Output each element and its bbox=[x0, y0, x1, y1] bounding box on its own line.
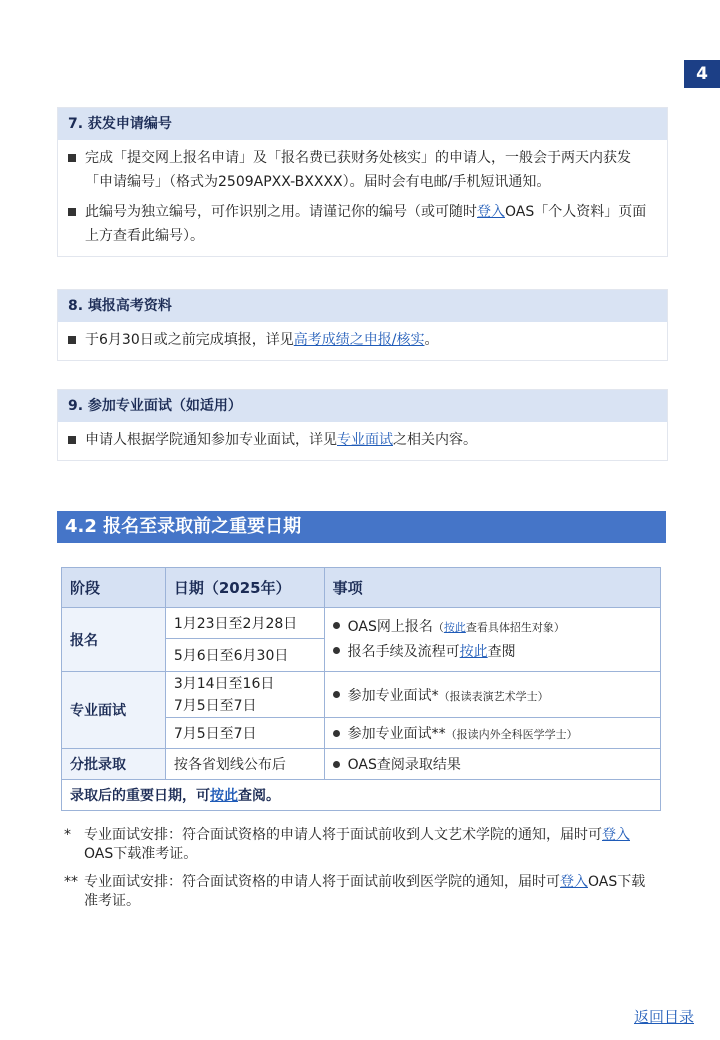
text: OAS下载准考证。 bbox=[84, 874, 646, 909]
page-number-badge: 4 bbox=[684, 60, 720, 88]
table-row bbox=[62, 749, 661, 780]
stage-admission: 分批录取 bbox=[62, 749, 166, 780]
table-row bbox=[62, 608, 661, 639]
text: （报读表演艺术学士） bbox=[438, 689, 549, 703]
stage-interview: 专业面试 bbox=[62, 672, 166, 749]
footnote-2 bbox=[64, 873, 654, 911]
date-cell: 按各省划线公布后 bbox=[165, 749, 324, 780]
date-cell: 5月6日至6月30日 bbox=[165, 639, 324, 672]
back-to-contents-link[interactable]: 返回目录 bbox=[633, 1008, 694, 1026]
header-stage: 阶段 bbox=[62, 568, 166, 608]
footnote-mark: ** bbox=[64, 874, 78, 890]
text: 参加专业面试** bbox=[347, 726, 446, 742]
section-8-bullet-1 bbox=[68, 328, 653, 352]
item-cell bbox=[324, 608, 660, 672]
enrollment-target-link[interactable]: 按此 bbox=[443, 620, 466, 634]
text: 此编号为独立编号，可作识别之用。请谨记你的编号（或可随时 bbox=[85, 204, 477, 220]
text: 之相关内容。 bbox=[393, 432, 477, 448]
text: 录取后的重要日期，可 bbox=[70, 788, 210, 804]
login-link[interactable]: 登入 bbox=[477, 204, 505, 220]
date-cell: 1月23日至2月28日 bbox=[165, 608, 324, 639]
date-cell: 7月5日至7日 bbox=[165, 718, 324, 749]
item-cell bbox=[324, 718, 660, 749]
bullet-dot bbox=[333, 647, 340, 654]
text: 。 bbox=[424, 332, 439, 348]
table-footer-row bbox=[62, 780, 661, 811]
section-9-title: 9. 参加专业面试（如适用） bbox=[58, 390, 667, 422]
section-8-title: 8. 填报高考资料 bbox=[58, 290, 667, 322]
section-9-bullet-1 bbox=[68, 428, 653, 452]
table-row bbox=[62, 672, 661, 718]
text: 查看具体招生对象） bbox=[465, 620, 565, 634]
bullet-dot bbox=[333, 622, 340, 629]
text: 查阅。 bbox=[238, 788, 280, 804]
stage-application: 报名 bbox=[62, 608, 166, 672]
text: 专业面试安排：符合面试资格的申请人将于面试前收到人文艺术学院的通知，届时可 bbox=[84, 827, 602, 843]
footnote-1 bbox=[64, 826, 654, 864]
footnote-mark: * bbox=[64, 827, 71, 843]
section-9 bbox=[57, 389, 668, 461]
section-8 bbox=[57, 289, 668, 361]
bullet-dot bbox=[333, 761, 340, 768]
footnote-1-login-link[interactable]: 登入 bbox=[602, 827, 630, 843]
footnotes bbox=[64, 826, 654, 920]
text: 查閱 bbox=[487, 643, 516, 660]
footer-cell bbox=[62, 780, 661, 811]
text: 专业面试安排：符合面试资格的申请人将于面试前收到医学院的通知，届时可 bbox=[84, 874, 560, 890]
header-item: 事项 bbox=[324, 568, 660, 608]
text: （报读内外全科医学学士） bbox=[445, 728, 578, 741]
text: 3月14日至16日 bbox=[173, 675, 275, 692]
header-date: 日期（2025年） bbox=[165, 568, 324, 608]
item-cell bbox=[324, 749, 660, 780]
text: 报名手续及流程可 bbox=[347, 643, 460, 660]
bullet-dot bbox=[333, 730, 340, 737]
text: 申请人根据学院通知参加专业面试，详见 bbox=[85, 432, 337, 448]
section-7-bullet-1: 完成「提交网上报名申请」及「报名费已获财务处核实」的申请人，一般会于两天内获发「申请编号」（格式为2509APXX-BXXXX）。届时会有电邮/手机短讯通知。 bbox=[68, 146, 653, 194]
text: （ bbox=[432, 620, 444, 634]
post-admission-dates-link[interactable]: 按此 bbox=[210, 788, 238, 804]
table-header-row bbox=[62, 568, 661, 608]
section-7 bbox=[57, 107, 668, 257]
bullet-dot bbox=[333, 691, 340, 698]
text: OAS网上报名 bbox=[347, 618, 433, 635]
footnote-2-login-link[interactable]: 登入 bbox=[560, 874, 588, 890]
text: 于6月30日或之前完成填报，详见 bbox=[85, 332, 294, 348]
text: OAS下载准考证。 bbox=[84, 846, 198, 862]
text: OAS查阅录取结果 bbox=[347, 757, 461, 773]
text: 7月5日至7日 bbox=[173, 697, 257, 714]
gaokao-score-link[interactable]: 高考成绩之申报/核实 bbox=[293, 332, 425, 348]
date-cell bbox=[165, 672, 324, 718]
interview-link[interactable]: 专业面试 bbox=[337, 432, 393, 448]
section-4-2-heading: 4.2 报名至录取前之重要日期 bbox=[57, 511, 666, 543]
section-7-bullet-2 bbox=[68, 200, 653, 248]
important-dates-table bbox=[61, 567, 661, 811]
text: OAS「个人资料」页面上方查看此编号）。 bbox=[85, 204, 647, 244]
text: 参加专业面试* bbox=[347, 687, 439, 704]
section-7-title: 7. 获发申请编号 bbox=[58, 108, 667, 140]
item-cell bbox=[324, 672, 660, 718]
procedure-link[interactable]: 按此 bbox=[459, 643, 488, 660]
